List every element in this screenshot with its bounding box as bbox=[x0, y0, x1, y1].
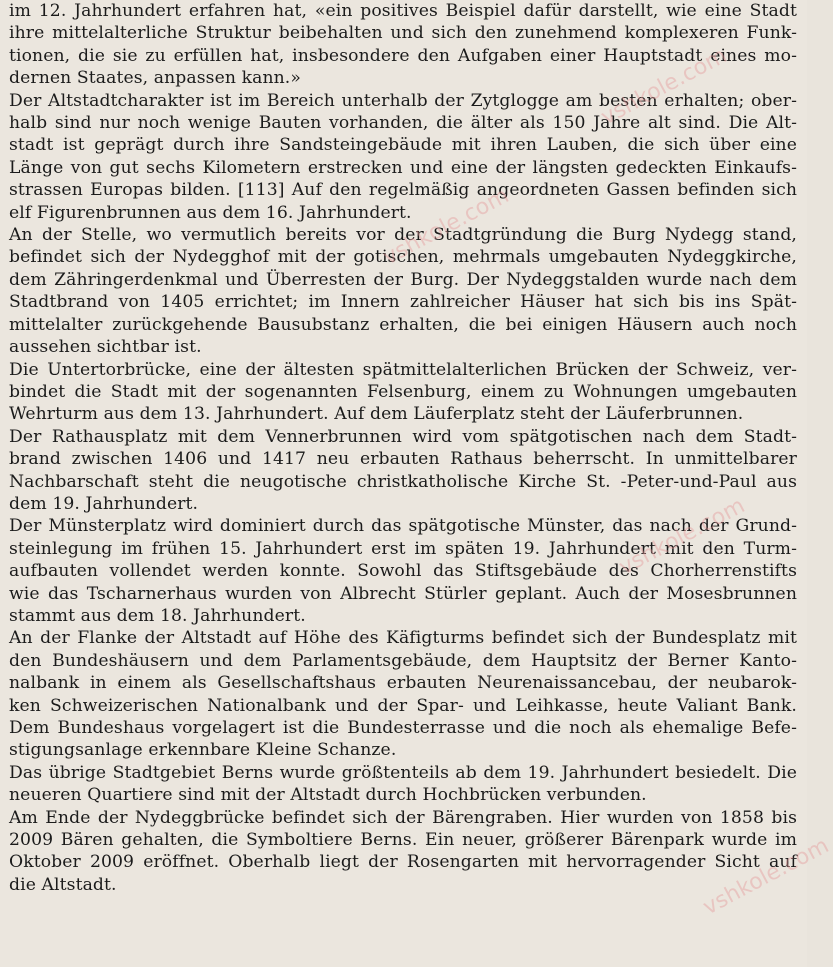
paragraph bbox=[9, 762, 797, 807]
text-line: Nachbarschaft steht die neugotische christkatholische Kirche St. -Peter-und-Paul aus bbox=[9, 471, 797, 492]
text-line: dem 19. Jahrhundert. bbox=[9, 493, 199, 514]
text-line: dem Zähringerdenkmal und Überresten der Burg. Der Nydeggstalden wurde nach dem bbox=[9, 269, 797, 290]
text-line: An der Flanke der Altstadt auf Höhe des Käfigturms befindet sich der Bundesplatz mit bbox=[9, 628, 797, 649]
watermark: vshkole.com bbox=[615, 493, 750, 581]
paragraph bbox=[9, 515, 797, 627]
text-line: Am Ende der Nydeggbrücke befindet sich der Bärengraben. Hier wurden von 1858 bis bbox=[9, 807, 797, 828]
paragraph bbox=[9, 807, 797, 897]
text-line: im 12. Jahrhundert erfahren hat, «ein positives Beispiel dafür darstellt, wie eine Stadt bbox=[9, 1, 797, 21]
text-line: bindet die Stadt mit der sogenannten Felsenburg, einem zu Wohnungen umgebauten bbox=[9, 381, 797, 402]
text-line: strassen Europas bilden. [113] Auf den regelmäßig angeordneten Gassen befinden sich bbox=[9, 180, 797, 201]
text-line: elf Figurenbrunnen aus dem 16. Jahrhundert. bbox=[9, 202, 412, 223]
text-line: nalbank in einem als Gesellschaftshaus erbauten Neurenaissancebau, der neubarok- bbox=[9, 673, 797, 694]
text-line: halb sind nur noch wenige Bauten vorhanden, die älter als 150 Jahre alt sind. Die Alt- bbox=[9, 113, 797, 134]
text-line: steinlegung im frühen 15. Jahrhundert erst im späten 19. Jahrhundert mit den Turm- bbox=[9, 538, 797, 559]
text-line: brand zwischen 1406 und 1417 neu erbauten Rathaus beherrscht. In unmittelbarer bbox=[9, 449, 797, 470]
text-line: stigungsanlage erkennbare Kleine Schanze. bbox=[9, 740, 397, 761]
text-line: neueren Quartiere sind mit der Altstadt durch Hochbrücken verbunden. bbox=[9, 785, 647, 806]
paragraph bbox=[9, 0, 797, 90]
text-line: mittelalter zurückgehende Bausubstanz erhalten, die bei einigen Häusern auch noch bbox=[9, 314, 797, 335]
text-line: ken Schweizerischen Nationalbank und der Spar- und Leihkasse, heute Valiant Bank. bbox=[9, 695, 797, 716]
text-line: Stadtbrand von 1405 errichtet; im Innern zahlreicher Häuser hat sich bis ins Spät- bbox=[9, 292, 797, 313]
text-line: Das übrige Stadtgebiet Berns wurde größtenteils ab dem 19. Jahrhundert besiedelt. Die bbox=[9, 762, 797, 783]
text-line: wie das Tscharnerhaus wurden von Albrecht Stürler geplant. Auch der Mosesbrunnen bbox=[9, 583, 797, 604]
watermark: vshkole.com bbox=[699, 833, 833, 921]
text-line: Der Rathausplatz mit dem Vennerbrunnen wird vom spätgotischen nach dem Stadt- bbox=[9, 426, 797, 447]
text-line: stammt aus dem 18. Jahrhundert. bbox=[9, 605, 306, 626]
text-line: Oktober 2009 eröffnet. Oberhalb liegt der Rosengarten mit hervorragender Sicht auf bbox=[9, 852, 797, 873]
text-line: den Bundeshäusern und dem Parlamentsgebäude, dem Hauptsitz der Berner Kanto- bbox=[9, 650, 797, 671]
text-line: befindet sich der Nydegghof mit der gotischen, mehrmals umgebauten Nydeggkirche, bbox=[9, 247, 797, 268]
paragraph bbox=[9, 359, 797, 426]
watermark: vshkole.com bbox=[597, 43, 732, 131]
text-line: Länge von gut sechs Kilometern erstrecken und eine der längsten gedeckten Einkaufs- bbox=[9, 157, 797, 178]
text-line: Die Untertorbrücke, eine der ältesten spätmittelalterlichen Brücken der Schweiz, ver- bbox=[9, 359, 797, 380]
text-body bbox=[9, 0, 797, 896]
text-line: dernen Staates, anpassen kann.» bbox=[9, 68, 301, 89]
text-line: aussehen sichtbar ist. bbox=[9, 337, 202, 358]
text-line: stadt ist geprägt durch ihre Sandsteingebäude mit ihren Lauben, die sich über eine bbox=[9, 135, 797, 156]
watermark: vshkole.com bbox=[379, 183, 514, 271]
text-line: die Altstadt. bbox=[9, 874, 117, 895]
paragraph bbox=[9, 627, 797, 761]
text-line: An der Stelle, wo vermutlich bereits vor der Stadtgründung die Burg Nydegg stand, bbox=[9, 225, 797, 246]
text-line: Dem Bundeshaus vorgelagert ist die Bundesterrasse und die noch als ehemalige Befe- bbox=[9, 718, 797, 738]
paragraph bbox=[9, 426, 797, 516]
text-line: ihre mittelalterliche Struktur beibehalten und sich den zunehmend komplexeren Funk- bbox=[9, 23, 797, 44]
text-line: tionen, die sie zu erfüllen hat, insbesondere den Aufgaben einer Hauptstadt eines mo- bbox=[9, 45, 797, 66]
text-line: 2009 Bären gehalten, die Symboltiere Berns. Ein neuer, größerer Bärenpark wurde im bbox=[9, 830, 797, 851]
text-line: Der Altstadtcharakter ist im Bereich unterhalb der Zytglogge am besten erhalten; ober- bbox=[9, 90, 797, 111]
text-line: Wehrturm aus dem 13. Jahrhundert. Auf dem Läuferplatz steht der Läuferbrunnen. bbox=[9, 404, 744, 425]
text-line: Der Münsterplatz wird dominiert durch das spätgotische Münster, das nach der Grund- bbox=[9, 516, 797, 537]
text-line: aufbauten vollendet werden konnte. Sowohl das Stiftsgebäude des Chorherrenstifts bbox=[9, 561, 797, 582]
paragraph bbox=[9, 224, 797, 358]
paragraph bbox=[9, 90, 797, 224]
